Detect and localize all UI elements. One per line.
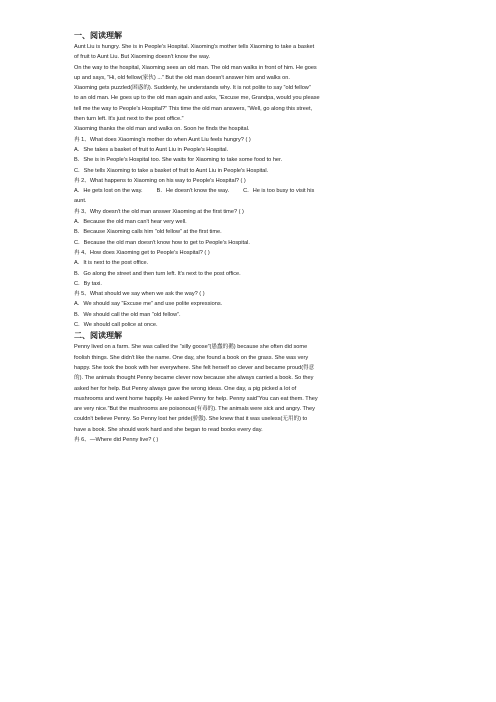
section-1-title: 一、阅读理解	[74, 31, 122, 40]
passage-2-line: happy. She took the book with her everywhere. She felt herself so clever and became proud(得意	[74, 364, 315, 371]
passage-1-line: to an old man. He goes up to the old man again and asks, “Excuse me, Grandpa, would you please	[74, 95, 320, 102]
question-5	[74, 289, 424, 330]
option-a: A．Because the old man can't hear very well.	[74, 219, 187, 226]
question-4	[74, 248, 424, 289]
question-1	[74, 135, 424, 176]
passage-2-line: mushrooms and went home happily. He asked Penny for help. Penny said“You can eat them. They	[74, 395, 318, 402]
question-stem: 冉 3、Why doesn't the old man answer Xiaoming at the first time? ( )	[74, 208, 244, 215]
question-stem: 冉 4、How does Xiaoming get to People's Hospital? ( )	[74, 249, 210, 256]
option-c: C．He is too busy to visit his	[243, 188, 315, 195]
passage-1-line: tell me the way to People's Hospital?” This time the old man answers, “Well, go along this street,	[74, 105, 313, 112]
section-2-title: 二、阅读理解	[74, 331, 122, 341]
option-c: C．Because the old man doesn't know how to get to People's Hospital.	[74, 239, 250, 246]
question-stem: 冉 2、What happens to Xiaoming on his way to People's Hospital? ( )	[74, 177, 246, 184]
option-c: C．We should call police at once.	[74, 322, 158, 329]
option-b: B．He doesn't know the way.	[156, 188, 230, 195]
passage-2-line: 的). The animals thought Penny became clever now because she always carried a book. So they	[74, 375, 314, 382]
option-a: A．She takes a basket of fruit to Aunt Liu in People's Hospital.	[74, 146, 229, 153]
passage-1	[74, 42, 424, 135]
option-a: A．It is next to the post office.	[74, 260, 149, 267]
option-a: A．We should say “Excuse me” and use polite expressions.	[74, 301, 223, 308]
passage-1-line: up and says, “Hi, old fellow(家伙) ...” But the old man doesn't answer him and walks on.	[74, 74, 290, 81]
passage-1-line: then turn left. It's just next to the post office.”	[74, 116, 184, 123]
option-c: C．She tells Xiaoming to take a basket of fruit to Aunt Liu in People's Hospital.	[74, 167, 269, 174]
passage-2-line: couldn't believe Penny. So Penny lost her pride(骄傲). She knew that it was useless(无用的) to	[74, 416, 308, 423]
passage-2-line: asked her for help. But Penny always gave the wrong ideas. One day, a pig picked a lot of	[74, 385, 297, 392]
passage-1-line: Aunt Liu is hungry. She is in People's Hospital. Xiaoming's mother tells Xiaoming to take a basket	[74, 44, 315, 50]
option-b: B．We should call the old man “old fellow”.	[74, 311, 181, 318]
option-c-continuation: aunt.	[74, 198, 87, 205]
passage-1-line: of fruit to Aunt Liu. But Xiaoming doesn't know the way.	[74, 54, 210, 61]
question-stem: 冉 6、—Where did Penny live? ( )	[74, 436, 159, 443]
passage-2-line: Penny lived on a farm. She was called the “silly goose”(愚蠢的鹅) because she often did some	[74, 344, 308, 351]
passage-1-line: On the way to the hospital, Xiaoming sees an old man. The old man walks in front of him. He goes	[74, 64, 317, 71]
passage-2-line: are very nice.”But the mushrooms are poisonous(有毒的). The animals were sick and angry. They	[74, 406, 315, 413]
document-page	[74, 30, 424, 445]
passage-1-line: Xiaoming thanks the old man and walks on. Soon he finds the hospital.	[74, 126, 250, 133]
passage-2-line: foolish things. She didn't like the name. One day, she found a book on the grass. She was very	[74, 354, 309, 361]
question-6	[74, 435, 424, 445]
question-3	[74, 207, 424, 248]
question-2	[74, 176, 424, 207]
passage-1-line: Xiaoming gets puzzled(困惑的). Suddenly, he understands why. It is not polite to say “old fellow”	[74, 85, 311, 92]
options-row	[74, 186, 424, 196]
option-b: B．Go along the street and then turn left. It's next to the post office.	[74, 270, 241, 277]
option-b: B．She is in People's Hospital too. She waits for Xiaoming to take some food to her.	[74, 157, 283, 164]
option-c: C．By taxi.	[74, 280, 102, 287]
passage-2	[74, 342, 424, 435]
option-b: B．Because Xiaoming calls him “old fellow” at the first time.	[74, 229, 222, 236]
question-stem: 冉 5、What should we say when we ask the way? ( )	[74, 291, 205, 298]
passage-2-line: have a book. She should work hard and she began to read books every day.	[74, 426, 263, 433]
question-stem: 冉 1、What does Xiaoming's mother do when Aunt Liu feels hungry? ( )	[74, 136, 251, 143]
option-a: A．He gets lost on the way.	[74, 188, 143, 195]
